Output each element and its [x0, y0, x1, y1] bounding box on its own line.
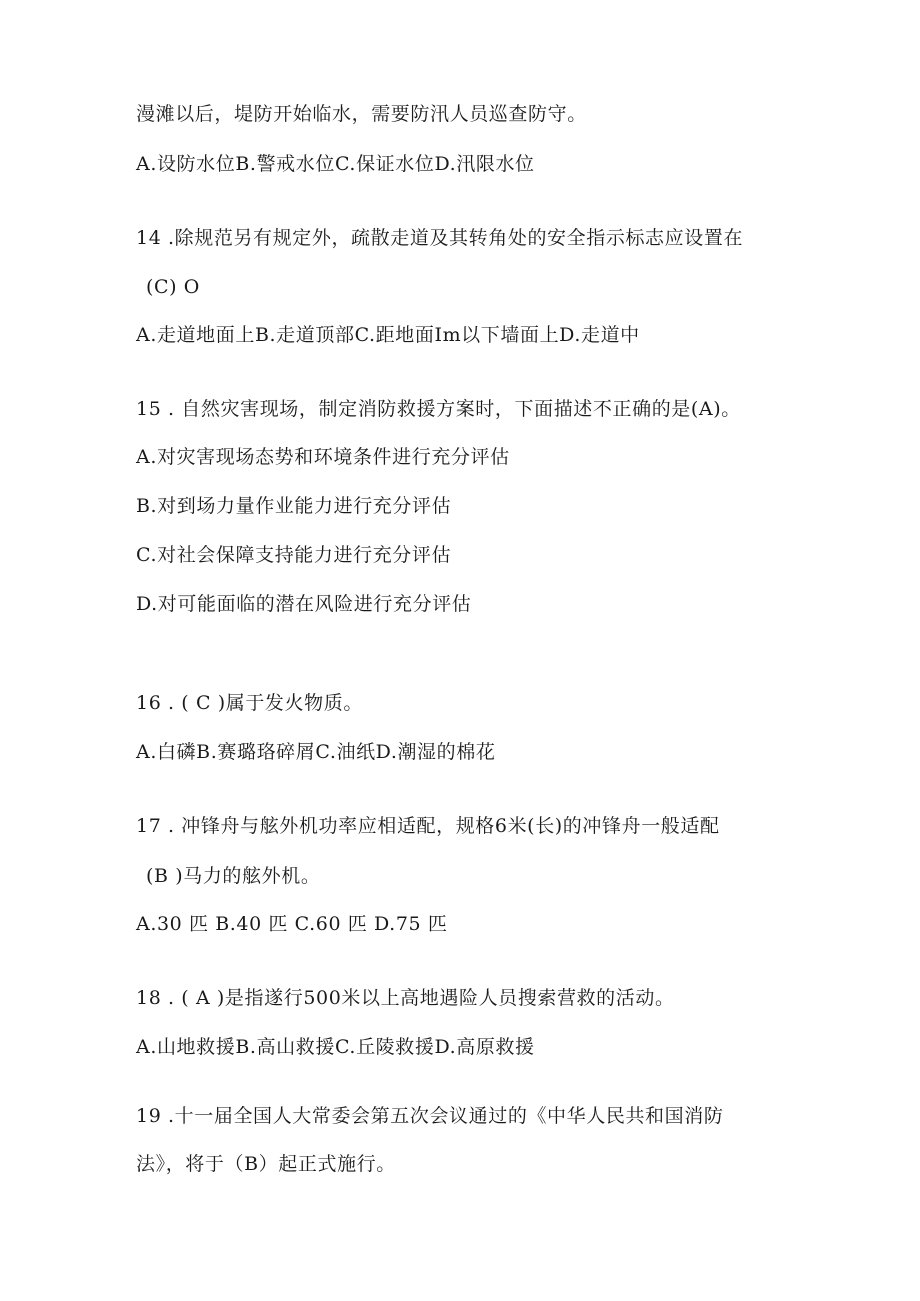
- q19-stem: 19 .十一届全国人大常委会第五次会议通过的《中华人民共和国消防: [136, 1105, 724, 1127]
- q15-option-b: B.对到场力量作业能力进行充分评估: [136, 495, 452, 517]
- q15-option-d: D.对可能面临的潜在风险进行充分评估: [136, 593, 472, 615]
- q18-stem: 18 . ( A )是指遂行500米以上高地遇险人员搜索营救的活动。: [136, 987, 675, 1009]
- q18-options: A.山地救援B.高山救援C.丘陵救援D.高原救援: [136, 1036, 535, 1058]
- q14-options: A.走道地面上B.走道顶部C.距地面Im以下墙面上D.走道中: [136, 324, 640, 346]
- q13-options: A.设防水位B.警戒水位C.保证水位D.汛限水位: [136, 153, 535, 175]
- q14-answer: (C) O: [146, 276, 200, 298]
- q15-option-c: C.对社会保障支持能力进行充分评估: [136, 544, 452, 566]
- q19-stem-continued: 法》，将于（B）起正式施行。: [136, 1153, 396, 1175]
- text-line-flood-continuation: 漫滩以后，堤防开始临水，需要防汛人员巡查防守。: [136, 103, 587, 125]
- q16-options: A.白磷B.赛璐珞碎屑C.油纸D.潮湿的棉花: [136, 741, 496, 763]
- q16-stem: 16 . ( C )属于发火物质。: [136, 692, 363, 714]
- q15-stem: 15 . 自然灾害现场，制定消防救援方案时，下面描述不正确的是(A)。: [136, 398, 741, 420]
- q15-option-a: A.对灾害现场态势和环境条件进行充分评估: [136, 446, 510, 468]
- q17-stem: 17 . 冲锋舟与舷外机功率应相适配，规格6米(长)的冲锋舟一般适配: [136, 815, 720, 837]
- q14-stem: 14 .除规范另有规定外，疏散走道及其转角处的安全指示标志应设置在: [136, 227, 744, 249]
- q17-options: A.30 匹 B.40 匹 C.60 匹 D.75 匹: [136, 913, 448, 935]
- q17-answer: (B )马力的舷外机。: [146, 865, 321, 887]
